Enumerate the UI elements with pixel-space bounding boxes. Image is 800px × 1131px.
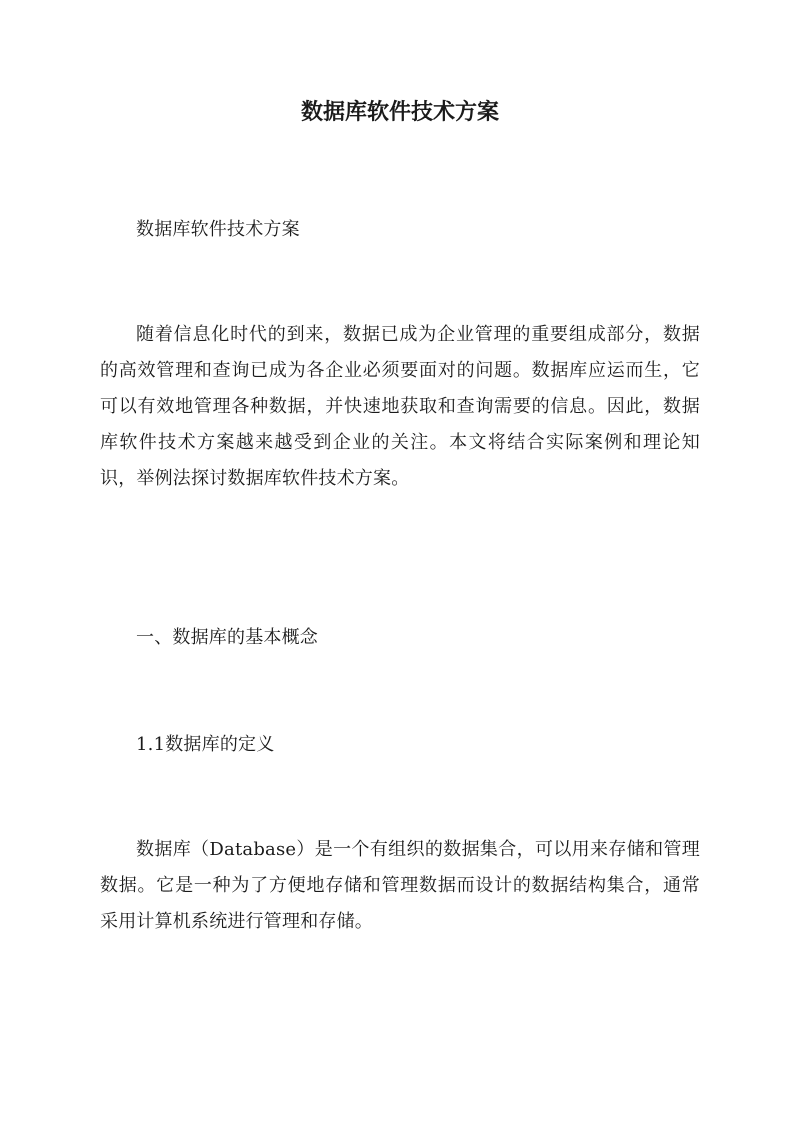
definition-paragraph: 数据库（Database）是一个有组织的数据集合，可以用来存储和管理数据。它是一种为了方便地存储和管理数据而设计的数据结构集合，通常采用计算机系统进行管理和存储。 bbox=[100, 839, 700, 932]
section-heading-1: 一、数据库的基本概念 bbox=[136, 627, 318, 648]
document-subtitle: 数据库软件技术方案 bbox=[136, 219, 300, 240]
intro-paragraph: 随着信息化时代的到来，数据已成为企业管理的重要组成部分，数据的高效管理和查询已成为各企业必须要面对的问题。数据库应运而生，它可以有效地管理各种数据，并快速地获取和查询需要的信息。因此，数据库软件技术方案越来越受到企业的关注。本文将结合实际案例和理论知识，举例法探讨数据库软件技术方案。 bbox=[100, 324, 700, 489]
document-title: 数据库软件技术方案 bbox=[300, 99, 499, 125]
section-heading-1-1: 1.1数据库的定义 bbox=[136, 734, 275, 755]
